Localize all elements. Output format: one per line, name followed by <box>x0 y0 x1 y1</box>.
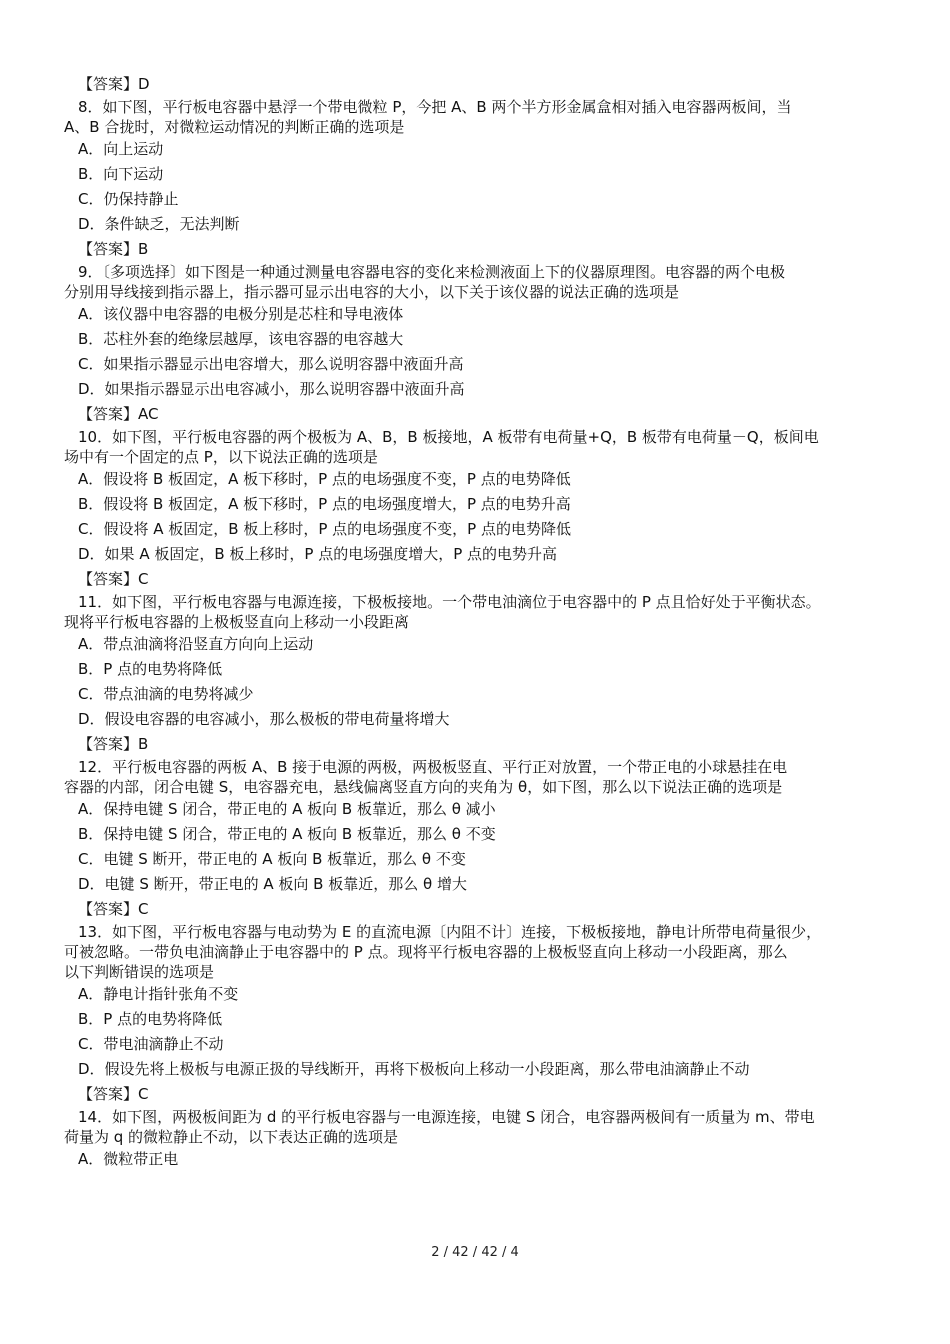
question-line: 8．如下图，平行板电容器中悬浮一个带电微粒 P，今把 A、B 两个半方形金属盒相对插入电容器两板间，当 <box>78 98 792 116</box>
question-line: 14．如下图，两极板间距为 d 的平行板电容器与一电源连接，电键 S 闭合，电容器两极间有一质量为 m、带电 <box>78 1108 815 1126</box>
option-line: D．如果 A 板固定，B 板上移时，P 点的电场强度增大，P 点的电势升高 <box>78 545 558 563</box>
question-line: 以下判断错误的选项是 <box>64 963 215 981</box>
option-line: D．假设电容器的电容减小，那么极板的带电荷量将增大 <box>78 710 450 728</box>
answer-line: 【答案】D <box>78 75 150 93</box>
option-line: B．芯柱外套的绝缘层越厚，该电容器的电容越大 <box>78 330 404 348</box>
page-footer: 2 / 42 / 42 / 4 <box>431 1245 519 1260</box>
answer-line: 【答案】AC <box>78 405 159 423</box>
document-body <box>64 72 894 1172</box>
option-line: B．P 点的电势将降低 <box>78 1010 223 1028</box>
answer-line: 【答案】C <box>78 1085 149 1103</box>
option-line: A．假设将 B 板固定，A 板下移时，P 点的电场强度不变，P 点的电势降低 <box>78 470 571 488</box>
option-line: D．如果指示器显示出电容减小，那么说明容器中液面升高 <box>78 380 465 398</box>
question-line: 场中有一个固定的点 P，以下说法正确的选项是 <box>64 448 378 466</box>
option-line: D．假设先将上极板与电源正扱的导线断开，再将下极板向上移动一小段距离，那么带电油滴静止不动 <box>78 1060 750 1078</box>
option-line: A．该仪器中电容器的电极分别是芯柱和导电液体 <box>78 305 404 323</box>
question-line: 12．平行板电容器的两板 A、B 接于电源的两极，两极板竖直、平行正对放置，一个带正电的小球悬挂在电 <box>78 758 788 776</box>
option-line: C．如果指示器显示出电容增大，那么说明容器中液面升高 <box>78 355 464 373</box>
option-line: A．静电计指针张角不变 <box>78 985 239 1003</box>
option-line: C．带电油滴静止不动 <box>78 1035 224 1053</box>
question-line: 容器的内部，闭合电键 S，电容器充电，悬线偏离竖直方向的夹角为 θ，如下图，那么以下说法正确的选项是 <box>64 778 783 796</box>
answer-line: 【答案】B <box>78 240 149 258</box>
option-line: D．电键 S 断开，带正电的 A 板向 B 板靠近，那么 θ 增大 <box>78 875 467 893</box>
answer-line: 【答案】B <box>78 735 149 753</box>
question-line: 10．如下图，平行板电容器的两个极板为 A、B，B 板接地，A 板带有电荷量+Q，B 板带有电荷量－Q，板间电 <box>78 428 819 446</box>
option-line: B．保持电键 S 闭合，带正电的 A 板向 B 板靠近，那么 θ 不变 <box>78 825 496 843</box>
question-line: 11．如下图，平行板电容器与电源连接，下极板接地。一个带电油滴位于电容器中的 P 点且恰好处于平衡状态。 <box>78 593 821 611</box>
option-line: C．带点油滴的电势将减少 <box>78 685 254 703</box>
option-line: B．向下运动 <box>78 165 164 183</box>
question-stem <box>64 1107 894 1147</box>
question-stem <box>64 592 894 632</box>
option-line: D．条件缺乏，无法判断 <box>78 215 240 233</box>
option-line: C．假设将 A 板固定，B 板上移时，P 点的电场强度不变，P 点的电势降低 <box>78 520 571 538</box>
question-stem <box>64 262 894 302</box>
option-line: B．假设将 B 板固定，A 板下移时，P 点的电场强度增大，P 点的电势升高 <box>78 495 571 513</box>
question-line: 分别用导线接到指示器上，指示器可显示出电容的大小，以下关于该仪器的说法正确的选项是 <box>64 283 680 301</box>
option-line: C．仍保持静止 <box>78 190 179 208</box>
option-line: B．P 点的电势将降低 <box>78 660 223 678</box>
option-line: A．微粒带正电 <box>78 1150 179 1168</box>
question-stem <box>64 427 894 467</box>
question-line: 13．如下图，平行板电容器与电动势为 E 的直流电源〔内阻不计〕连接，下极板接地，静电计所带电荷量很少， <box>78 923 822 941</box>
option-line: A．保持电键 S 闭合，带正电的 A 板向 B 板靠近，那么 θ 减小 <box>78 800 496 818</box>
question-line: 现将平行板电容器的上极板竖直向上移动一小段距离 <box>64 613 410 631</box>
answer-line: 【答案】C <box>78 570 149 588</box>
question-line: 9．〔多项选择〕如下图是一种通过测量电容器电容的变化来检测液面上下的仪器原理图。电容器的两个电极 <box>78 263 786 281</box>
question-line: 可被忽略。一带负电油滴静止于电容器中的 P 点。现将平行板电容器的上极板竖直向上移动一小段距离，那么 <box>64 943 788 961</box>
question-line: A、B 合拢时，对微粒运动情况的判断正确的选项是 <box>64 118 405 136</box>
question-stem <box>64 97 894 137</box>
option-line: C．电键 S 断开，带正电的 A 板向 B 板靠近，那么 θ 不变 <box>78 850 466 868</box>
question-line: 荷量为 q 的微粒静止不动，以下表达正确的选项是 <box>64 1128 399 1146</box>
option-line: A．向上运动 <box>78 140 164 158</box>
answer-line: 【答案】C <box>78 900 149 918</box>
option-line: A．带点油滴将沿竖直方向向上运动 <box>78 635 314 653</box>
question-stem <box>64 922 894 982</box>
question-stem <box>64 757 894 797</box>
